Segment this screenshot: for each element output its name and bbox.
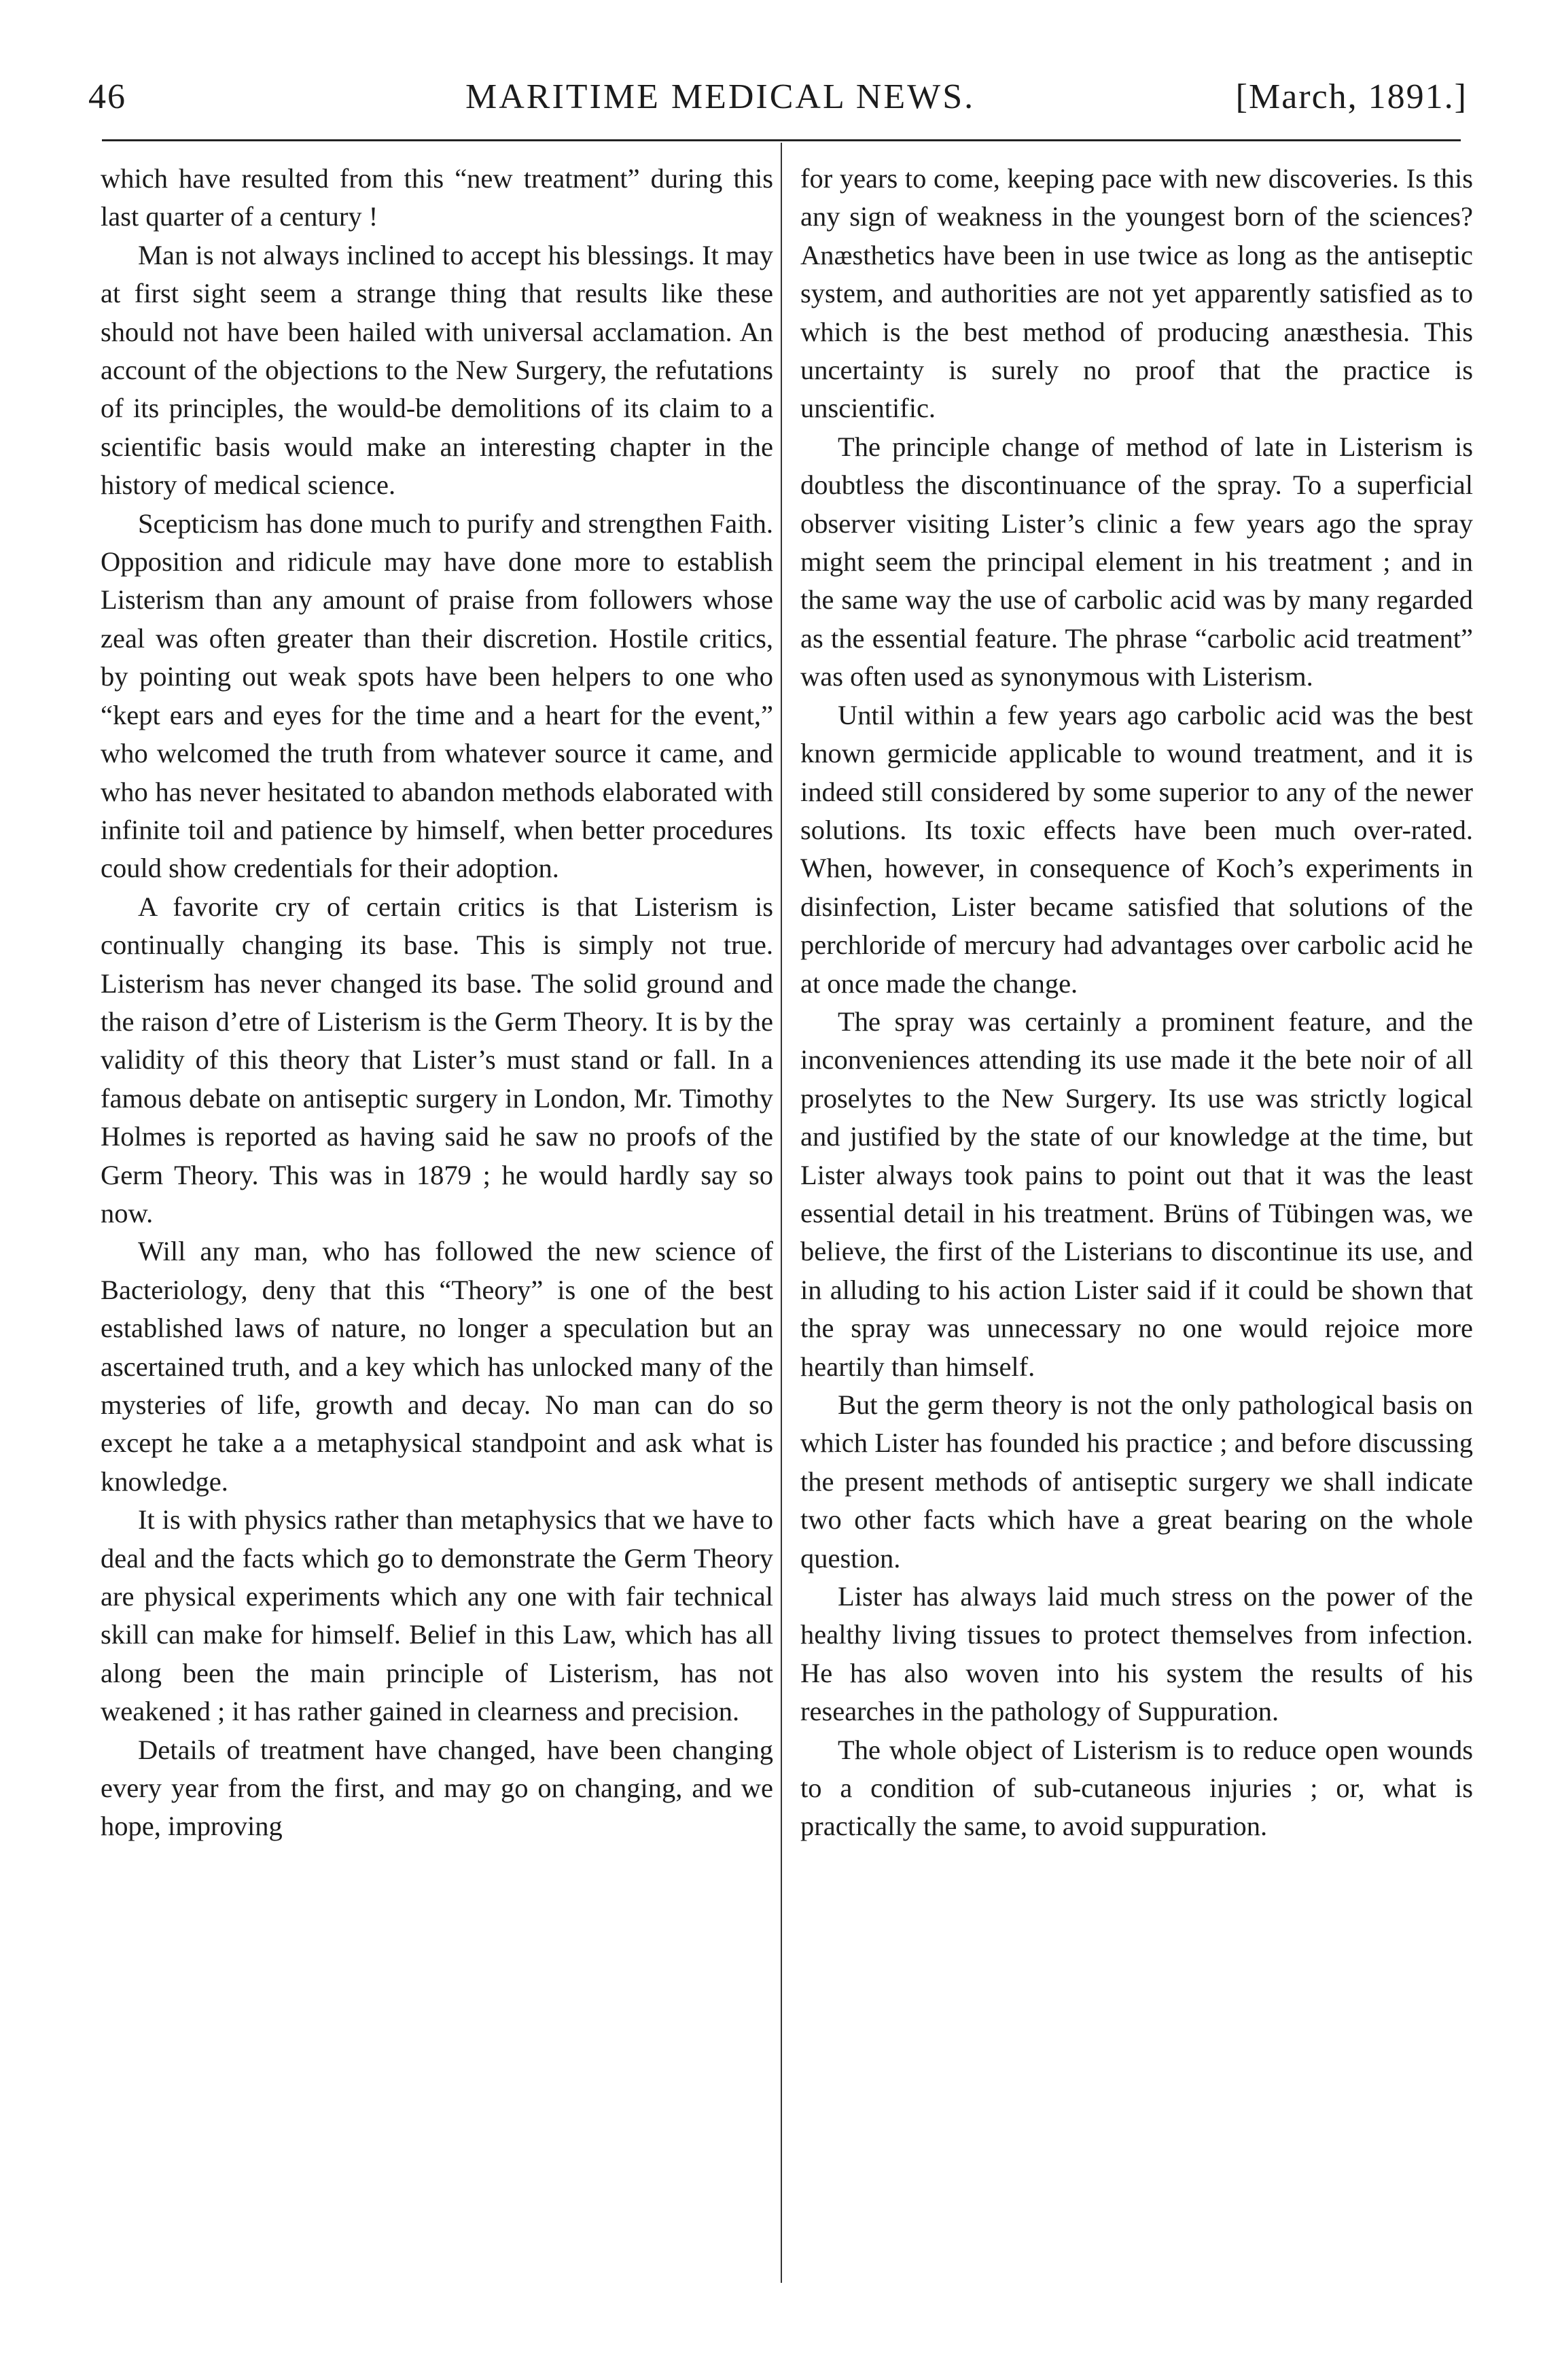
- paragraph: The principle change of method of late in Listerism is doubtless the discontinuance of the spray. To a superficial observer visiting Lister’s clinic a few years ago the spray might seem the principal element in his treatment ; and in the same way the use of carbolic acid was by many regarded as the essential feature. The phrase “carbolic acid treatment” was often used as synonymous with Listerism.: [800, 431, 1473, 692]
- paragraph: It is with physics rather than metaphysics that we have to deal and the facts which go to demonstrate the Germ Theory are physical experiments which any one with fair technical skill can make for himself. Belief in this Law, which has all along been the main principle of Listerism, has not weakened ; it has rather gained in clearness and precision.: [101, 1504, 773, 1727]
- running-header: [88, 67, 1468, 128]
- paragraph: But the germ theory is not the only pathological basis on which Lister has founded his practice ; and before discussing the present methods of antiseptic surgery we shall indicate two other facts which have a great bearing on the whole question.: [800, 1389, 1473, 1574]
- paragraph: Lister has always laid much stress on the power of the healthy living tissues to protect themselves from infection. He has also woven into his system the results of his researches in the pathology of Suppuration.: [800, 1581, 1473, 1727]
- paragraph: Man is not always inclined to accept his blessings. It may at first sight seem a strange thing that results like these should not have been hailed with universal acclamation. An account of the objections to the New Surgery, the refutations of its principles, the would-be demolitions of its claim to a scientific basis would make an interesting chapter in the history of medical science.: [101, 239, 773, 501]
- paragraph: Details of treatment have changed, have been changing every year from the first, and may go on changing, and we hope, improving: [101, 1734, 773, 1842]
- paragraph: The spray was certainly a prominent feature, and the inconveniences attending its use made it the bete noir of all proselytes to the New Surgery. Its use was strictly logical and justified by the state of our knowledge at the time, but Lister always took pains to point out that it was the least essential detail in his treatment. Brüns of Tübingen was, we believe, the first of the Listerians to discontinue its use, and in alluding to his action Lister said if it could be shown that the spray was unnecessary no one would rejoice more heartily than himself.: [800, 1006, 1473, 1382]
- paragraph: Will any man, who has followed the new science of Bacteriology, deny that this “Theory” is one of the best established laws of nature, no longer a speculation but an ascertained truth, and a key which has unlocked many of the mysteries of life, growth and decay. No man can do so except he take a a metaphysical standpoint and ask what is knowledge.: [101, 1236, 773, 1497]
- page-number: 46: [88, 77, 126, 116]
- paragraph: A favorite cry of certain critics is that Listerism is continually changing its base. This is simply not true. Listerism has never changed its base. The solid ground and the raison d’etre of Listerism is the Germ Theory. It is by the validity of this theory that Lister’s must stand or fall. In a famous debate on antiseptic surgery in London, Mr. Timothy Holmes is reported as having said he saw no proofs of the Germ Theory. This was in 1879 ; he would hardly say so now.: [101, 891, 773, 1228]
- issue-date: [March, 1891.]: [1235, 77, 1468, 116]
- left-column: [101, 160, 773, 1846]
- paragraph: for years to come, keeping pace with new discoveries. Is this any sign of weakness in the youngest born of the sciences? Anæsthetics have been in use twice as long as the antiseptic system, and authorities are not yet apparently satisfied as to which is the best method of producing anæsthesia. This uncertainty is surely no proof that the practice is unscientific.: [800, 163, 1473, 424]
- paragraph: Scepticism has done much to purify and strengthen Faith. Opposition and ridicule may have done more to establish Listerism than any amount of praise from followers whose zeal was often greater than their discretion. Hostile critics, by pointing out weak spots have been helpers to one who “kept ears and eyes for the time and a heart for the event,” who welcomed the truth from whatever source it came, and who has never hesitated to abandon methods elaborated with infinite toil and patience by himself, when better procedures could show credentials for their adoption.: [101, 508, 773, 884]
- journal-title: MARITIME MEDICAL NEWS.: [465, 77, 976, 116]
- paragraph: which have resulted from this “new treatment” during this last quarter of a century !: [101, 163, 773, 232]
- paragraph: Until within a few years ago carbolic acid was the best known germicide applicable to wound treatment, and it is indeed still considered by some superior to any of the newer solutions. Its toxic effects have been much over-rated. When, however, in consequence of Koch’s experiments in disinfection, Lister became satisfied that solutions of the perchloride of mercury had advantages over carbolic acid he at once made the change.: [800, 699, 1473, 999]
- column-divider: [781, 143, 782, 2283]
- header-rule: [102, 139, 1461, 141]
- right-column: [800, 160, 1473, 1846]
- paragraph: The whole object of Listerism is to reduce open wounds to a condition of sub-cutaneous injuries ; or, what is practically the same, to avoid suppuration.: [800, 1734, 1473, 1842]
